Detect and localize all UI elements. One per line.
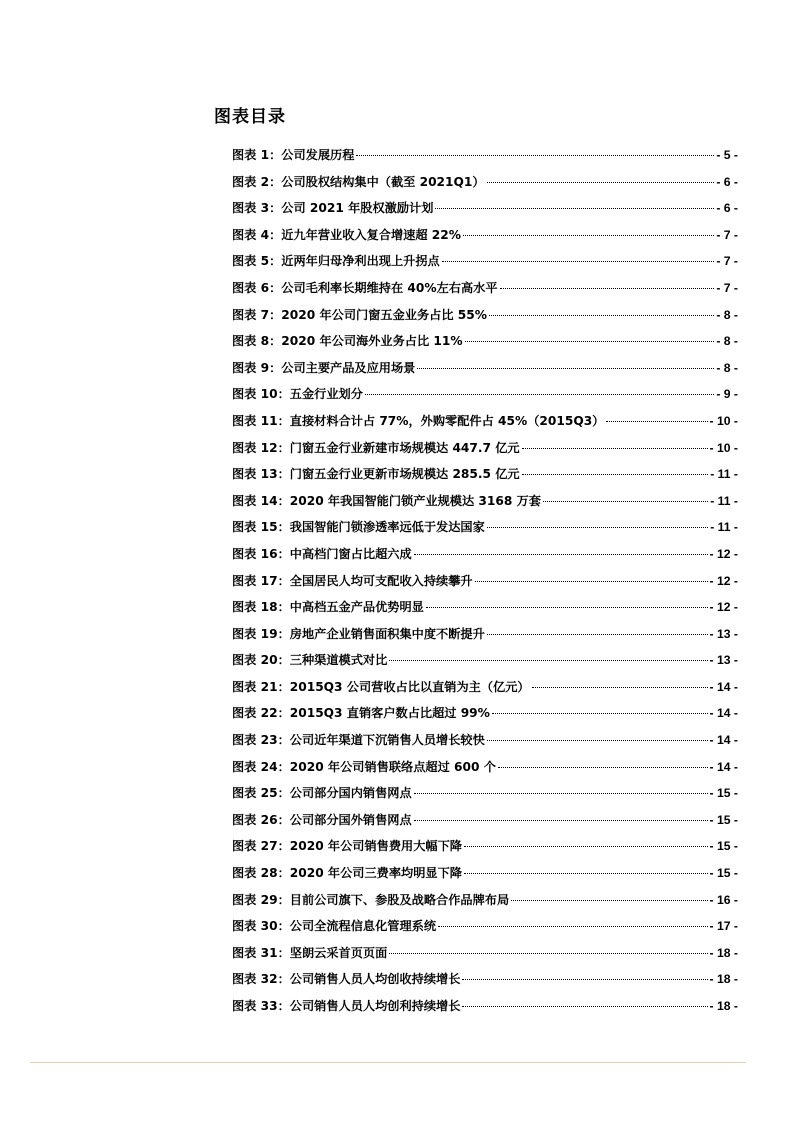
toc-entry-page: - 11 -: [710, 520, 738, 535]
toc-entry-page: - 15 -: [709, 786, 738, 801]
toc-entry[interactable]: [232, 700, 738, 727]
dot-leader: [356, 155, 714, 156]
toc-entry-page: - 14 -: [709, 679, 738, 694]
toc-entry-title: 2015Q3 公司营收占比以直销为主（亿元）: [289, 679, 530, 694]
toc-entry[interactable]: [232, 381, 738, 408]
toc-entry-label: 图表 27：: [232, 839, 290, 854]
toc-entry[interactable]: [232, 754, 738, 781]
toc-entry-title: 门窗五金行业新建市场规模达 447.7 亿元: [289, 440, 520, 455]
toc-entry-title: 门窗五金行业更新市场规模达 285.5 亿元: [289, 467, 520, 482]
toc-entry[interactable]: [232, 647, 738, 674]
toc-entry-title: 我国智能门锁渗透率远低于发达国家: [289, 520, 485, 535]
toc-entry-page: - 7 -: [716, 227, 738, 242]
toc-entry-page: - 11 -: [710, 493, 738, 508]
toc-entry-label: 图表 22：: [232, 706, 290, 721]
toc-entry[interactable]: [232, 993, 738, 1020]
dot-leader: [511, 900, 707, 901]
toc-entry[interactable]: [232, 594, 738, 621]
toc-entry[interactable]: [232, 169, 738, 196]
toc-entry-label: 图表 12：: [232, 440, 290, 455]
toc-entry[interactable]: [232, 142, 738, 169]
toc-entry-label: 图表 33：: [232, 999, 290, 1013]
toc-entry-label: 图表 17：: [232, 573, 290, 588]
toc-entry[interactable]: [232, 541, 738, 568]
dot-leader: [465, 341, 715, 342]
toc-entry[interactable]: [232, 568, 738, 595]
dot-leader: [500, 288, 715, 289]
toc-entry[interactable]: [232, 727, 738, 754]
toc-entry[interactable]: [232, 780, 738, 807]
toc-entry[interactable]: [232, 621, 738, 648]
dot-leader: [442, 261, 715, 262]
toc-entry-title: 公司 2021 年股权激励计划: [281, 201, 434, 216]
toc-entry-title: 2020 年公司销售联络点超过 600 个: [289, 759, 496, 774]
toc-entry-page: - 14 -: [709, 733, 738, 748]
toc-entry-label: 图表 15：: [232, 520, 290, 535]
dot-leader: [414, 820, 708, 821]
toc-entry-page: - 12 -: [709, 600, 738, 615]
toc-entry[interactable]: [232, 514, 738, 541]
toc-entry-label: 图表 8：: [232, 334, 282, 349]
toc-entry-label: 图表 9：: [232, 360, 282, 375]
toc-entry-label: 图表 21：: [232, 679, 290, 694]
dot-leader: [414, 793, 708, 794]
footer-divider: [30, 1062, 746, 1063]
toc-entry-title: 2020 年公司三费率均明显下降: [289, 866, 462, 881]
toc-entry-label: 图表 25：: [232, 786, 290, 801]
dot-leader: [389, 660, 707, 661]
toc-entry-page: - 18 -: [709, 999, 738, 1013]
toc-entry[interactable]: [232, 248, 738, 275]
toc-entry-title: 公司部分国外销售网点: [289, 812, 412, 827]
dot-leader: [492, 713, 708, 714]
toc-entry[interactable]: [232, 966, 738, 993]
toc-entry-page: - 12 -: [709, 546, 738, 561]
toc-entry-title: 2020 年公司门窗五金业务占比 55%: [281, 307, 487, 322]
toc-entry-label: 图表 31：: [232, 945, 290, 960]
toc-entry-label: 图表 6：: [232, 280, 282, 295]
dot-leader: [606, 421, 707, 422]
toc-entry-title: 目前公司旗下、参股及战略合作品牌布局: [289, 892, 510, 907]
toc-entry-page: - 8 -: [716, 334, 738, 349]
toc-entry-page: - 12 -: [709, 573, 738, 588]
dot-leader: [487, 740, 708, 741]
toc-entry-label: 图表 32：: [232, 972, 290, 987]
toc-entry-title: 公司全流程信息化管理系统: [289, 919, 437, 934]
toc-entry-title: 中高档五金产品优势明显: [289, 600, 424, 615]
toc-entry[interactable]: [232, 302, 738, 329]
dot-leader: [522, 448, 708, 449]
toc-entry-title: 2020 年公司销售费用大幅下降: [289, 839, 462, 854]
toc-entry-page: - 7 -: [716, 280, 738, 295]
toc-entry-label: 图表 23：: [232, 733, 290, 748]
toc-entry-page: - 14 -: [709, 706, 738, 721]
dot-leader: [389, 953, 707, 954]
toc-entry-label: 图表 13：: [232, 467, 290, 482]
toc-entry-page: - 8 -: [716, 307, 738, 322]
dot-leader: [463, 235, 714, 236]
toc-entry-title: 五金行业划分: [289, 387, 363, 402]
toc-entry-page: - 16 -: [709, 892, 738, 907]
toc-entry-label: 图表 11：: [232, 413, 290, 428]
dot-leader: [487, 527, 708, 528]
toc-entry-title: 公司股权结构集中（截至 2021Q1）: [281, 174, 485, 189]
toc-entry-label: 图表 16：: [232, 546, 290, 561]
toc-entry[interactable]: [232, 488, 738, 515]
toc-entry-page: - 9 -: [716, 387, 738, 402]
dot-leader: [435, 208, 714, 209]
dot-leader: [489, 315, 714, 316]
toc-entry-title: 三种渠道模式对比: [289, 653, 388, 668]
dot-leader: [487, 182, 715, 183]
dot-leader: [462, 979, 707, 980]
toc-entry-title: 公司销售人员人均创收持续增长: [289, 972, 461, 987]
toc-entry-label: 图表 24：: [232, 759, 290, 774]
dot-leader: [365, 394, 714, 395]
dot-leader: [464, 873, 708, 874]
toc-entry-title: 近九年营业收入复合增速超 22%: [281, 227, 461, 242]
toc-entry[interactable]: [232, 355, 738, 382]
dot-leader: [487, 634, 708, 635]
toc-entry-title: 公司部分国内销售网点: [289, 786, 412, 801]
toc-entry[interactable]: [232, 328, 738, 355]
dot-leader: [438, 926, 708, 927]
toc-entry-label: 图表 14：: [232, 493, 290, 508]
toc-entry-label: 图表 2：: [232, 174, 282, 189]
toc-entry-page: - 17 -: [709, 919, 738, 934]
toc-entry[interactable]: [232, 435, 738, 462]
toc-entry-label: 图表 1：: [232, 148, 282, 162]
toc-entry-page: - 15 -: [709, 866, 738, 881]
toc-entry[interactable]: [232, 275, 738, 302]
toc-entry-page: - 15 -: [709, 839, 738, 854]
toc-entry-title: 中高档门窗占比超六成: [289, 546, 412, 561]
toc-entry-page: - 10 -: [709, 413, 738, 428]
toc-entry-page: - 7 -: [716, 254, 738, 269]
toc-entry-label: 图表 10：: [232, 387, 290, 402]
table-of-figures: [232, 142, 738, 1020]
toc-entry-title: 2020 年我国智能门锁产业规模达 3168 万套: [289, 493, 541, 508]
toc-entry[interactable]: [232, 674, 738, 701]
dot-leader: [475, 581, 708, 582]
toc-entry-page: - 6 -: [716, 201, 738, 216]
toc-entry[interactable]: [232, 461, 738, 488]
dot-leader: [426, 607, 708, 608]
page-title: 图表目录: [214, 107, 286, 127]
toc-entry-page: - 14 -: [709, 759, 738, 774]
toc-entry-page: - 18 -: [709, 945, 738, 960]
toc-entry-page: - 5 -: [716, 148, 738, 162]
toc-entry-title: 房地产企业销售面积集中度不断提升: [289, 626, 485, 641]
dot-leader: [498, 767, 708, 768]
toc-entry-title: 近两年归母净利出现上升拐点: [281, 254, 440, 269]
toc-entry-title: 公司发展历程: [281, 148, 355, 162]
toc-entry-title: 直接材料合计占 77%，外购零配件占 45%（2015Q3）: [289, 413, 605, 428]
toc-entry-page: - 15 -: [709, 812, 738, 827]
toc-entry[interactable]: [232, 860, 738, 887]
dot-leader: [462, 1006, 707, 1007]
toc-entry-label: 图表 7：: [232, 307, 282, 322]
toc-entry-label: 图表 28：: [232, 866, 290, 881]
toc-entry-title: 坚朗云采首页页面: [289, 945, 388, 960]
toc-entry-label: 图表 20：: [232, 653, 290, 668]
toc-entry[interactable]: [232, 887, 738, 914]
toc-entry[interactable]: [232, 807, 738, 834]
toc-entry[interactable]: [232, 940, 738, 967]
toc-entry-label: 图表 4：: [232, 227, 282, 242]
toc-entry-title: 公司近年渠道下沉销售人员增长较快: [289, 733, 485, 748]
toc-entry[interactable]: [232, 408, 738, 435]
toc-entry-label: 图表 29：: [232, 892, 290, 907]
toc-entry-label: 图表 3：: [232, 201, 282, 216]
toc-entry-title: 2020 年公司海外业务占比 11%: [281, 334, 463, 349]
toc-entry-title: 公司毛利率长期维持在 40%左右高水平: [281, 280, 498, 295]
toc-entry-label: 图表 19：: [232, 626, 290, 641]
toc-entry[interactable]: [232, 222, 738, 249]
toc-entry[interactable]: [232, 195, 738, 222]
toc-entry-page: - 6 -: [716, 174, 738, 189]
toc-entry-page: - 10 -: [709, 440, 738, 455]
toc-entry-title: 2015Q3 直销客户数占比超过 99%: [289, 706, 490, 721]
dot-leader: [464, 846, 708, 847]
toc-entry-title: 公司销售人员人均创利持续增长: [289, 999, 461, 1013]
toc-entry-page: - 13 -: [709, 653, 738, 668]
toc-entry-label: 图表 26：: [232, 812, 290, 827]
toc-entry-label: 图表 18：: [232, 600, 290, 615]
toc-entry[interactable]: [232, 913, 738, 940]
toc-entry-page: - 11 -: [710, 467, 738, 482]
toc-entry-title: 全国居民人均可支配收入持续攀升: [289, 573, 473, 588]
toc-entry-page: - 8 -: [716, 360, 738, 375]
dot-leader: [522, 474, 709, 475]
toc-entry[interactable]: [232, 833, 738, 860]
toc-entry-page: - 18 -: [709, 972, 738, 987]
dot-leader: [414, 554, 708, 555]
toc-entry-page: - 13 -: [709, 626, 738, 641]
dot-leader: [417, 368, 714, 369]
dot-leader: [543, 501, 708, 502]
toc-entry-label: 图表 30：: [232, 919, 290, 934]
toc-entry-label: 图表 5：: [232, 254, 282, 269]
toc-entry-title: 公司主要产品及应用场景: [281, 360, 416, 375]
dot-leader: [532, 687, 708, 688]
